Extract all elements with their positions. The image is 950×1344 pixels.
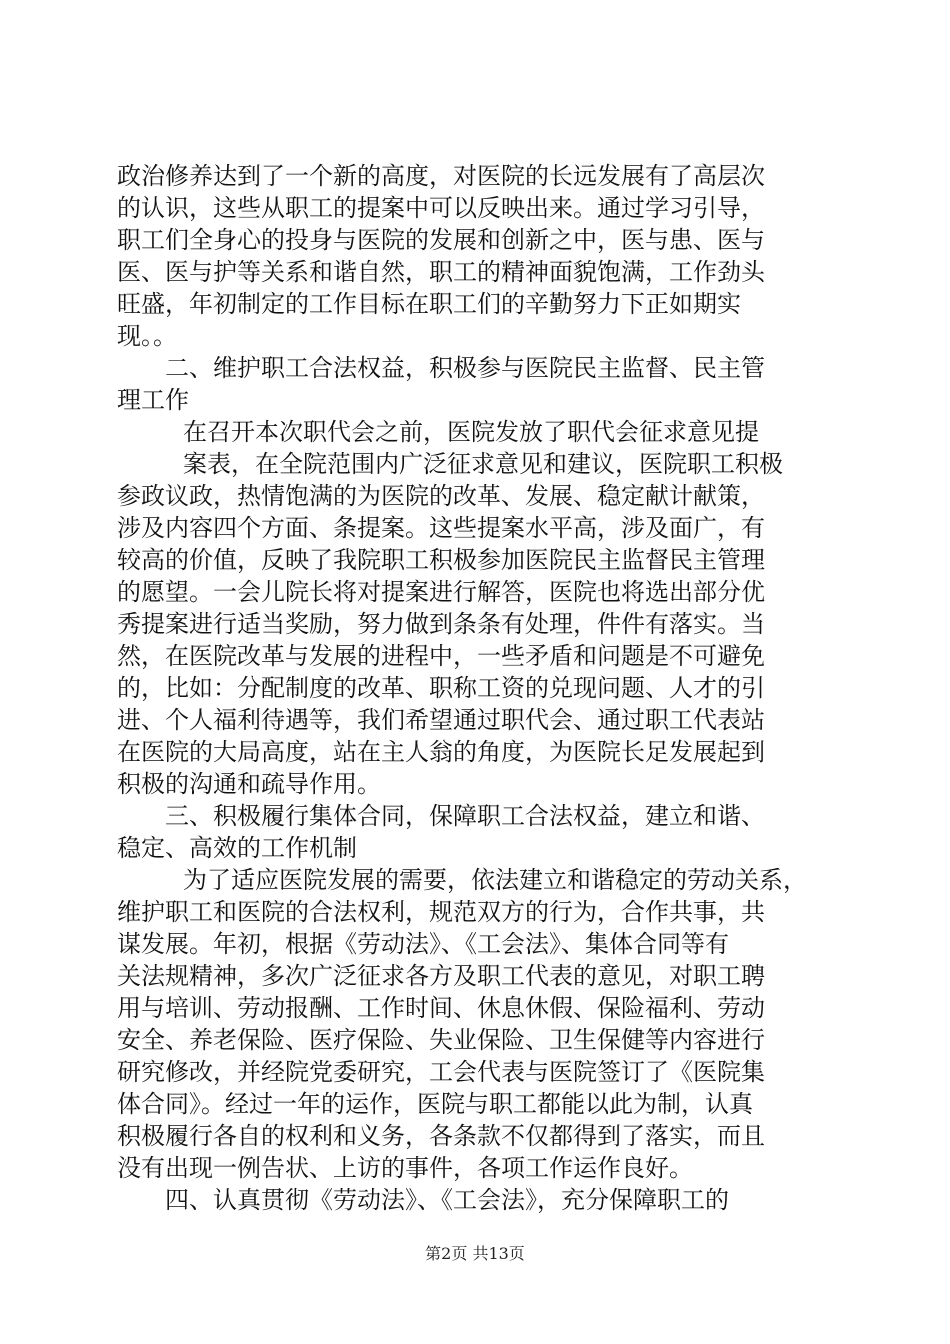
text-line: 进、个人福利待遇等，我们希望通过职代会、通过职工代表站: [117, 706, 765, 734]
text-line: 案表，在全院范围内广泛征求意见和建议，医院职工积极: [183, 450, 783, 478]
text-line: 安全、养老保险、医疗保险、失业保险、卫生保健等内容进行: [117, 1026, 765, 1054]
text-line: 谋发展。年初，根据《劳动法》、《工会法》、集体合同等有: [117, 930, 729, 958]
text-line: 的认识，这些从职工的提案中可以反映出来。通过学习引导，: [117, 194, 765, 222]
page-number-footer: 第2页 共13页: [425, 1244, 525, 1263]
text-line: 的，比如：分配制度的改革、职称工资的兑现问题、人才的引: [117, 674, 765, 702]
text-line: 在医院的大局高度，站在主人翁的角度，为医院长足发展起到: [117, 738, 765, 766]
text-line: 积极的沟通和疏导作用。: [117, 770, 381, 798]
text-line: 用与培训、劳动报酬、工作时间、休息休假、保险福利、劳动: [117, 994, 765, 1022]
text-line: 旺盛，年初制定的工作目标在职工们的辛勤努力下正如期实: [117, 290, 741, 318]
section-heading-4: 四、认真贯彻《劳动法》、《工会法》，充分保障职工的: [165, 1186, 729, 1214]
text-line: 积极履行各自的权利和义务，各条款不仅都得到了落实，而且: [117, 1122, 765, 1150]
document-body: [117, 160, 837, 1216]
section-heading-2-continued: 理工作: [117, 386, 189, 414]
section-heading-3-continued: 稳定、高效的工作机制: [117, 834, 357, 862]
text-line: 秀提案进行适当奖励，努力做到条条有处理，件件有落实。当: [117, 610, 765, 638]
text-line: 政治修养达到了一个新的高度，对医院的长远发展有了高层次: [117, 162, 765, 190]
text-line: 没有出现一例告状、上访的事件，各项工作运作良好。: [117, 1154, 693, 1182]
section-heading-3: 三、积极履行集体合同，保障职工合法权益，建立和谐、: [165, 802, 765, 830]
text-line: 参政议政，热情饱满的为医院的改革、发展、稳定献计献策，: [117, 482, 765, 510]
section-heading-2: 二、维护职工合法权益，积极参与医院民主监督、民主管: [165, 354, 765, 382]
text-line: 职工们全身心的投身与医院的发展和创新之中，医与患、医与: [117, 226, 765, 254]
text-line: 体合同》。经过一年的运作，医院与职工都能以此为制，认真: [117, 1090, 753, 1118]
text-line: 为了适应医院发展的需要，依法建立和谐稳定的劳动关系，: [183, 866, 807, 894]
text-line: 研究修改，并经院党委研究，工会代表与医院签订了《医院集: [117, 1058, 765, 1086]
text-line: 关法规精神，多次广泛征求各方及职工代表的意见，对职工聘: [117, 962, 765, 990]
text-line: 现。。: [117, 322, 177, 350]
text-line: 的愿望。一会儿院长将对提案进行解答，医院也将选出部分优: [117, 578, 765, 606]
text-line: 医、医与护等关系和谐自然，职工的精神面貌饱满，工作劲头: [117, 258, 765, 286]
text-line: 维护职工和医院的合法权利，规范双方的行为，合作共事，共: [117, 898, 765, 926]
text-line: 涉及内容四个方面、条提案。这些提案水平高，涉及面广，有: [117, 514, 765, 542]
text-line: 在召开本次职代会之前，医院发放了职代会征求意见提: [183, 418, 759, 446]
text-line: 然，在医院改革与发展的进程中，一些矛盾和问题是不可避免: [117, 642, 765, 670]
text-line: 较高的价值，反映了我院职工积极参加医院民主监督民主管理: [117, 546, 765, 574]
